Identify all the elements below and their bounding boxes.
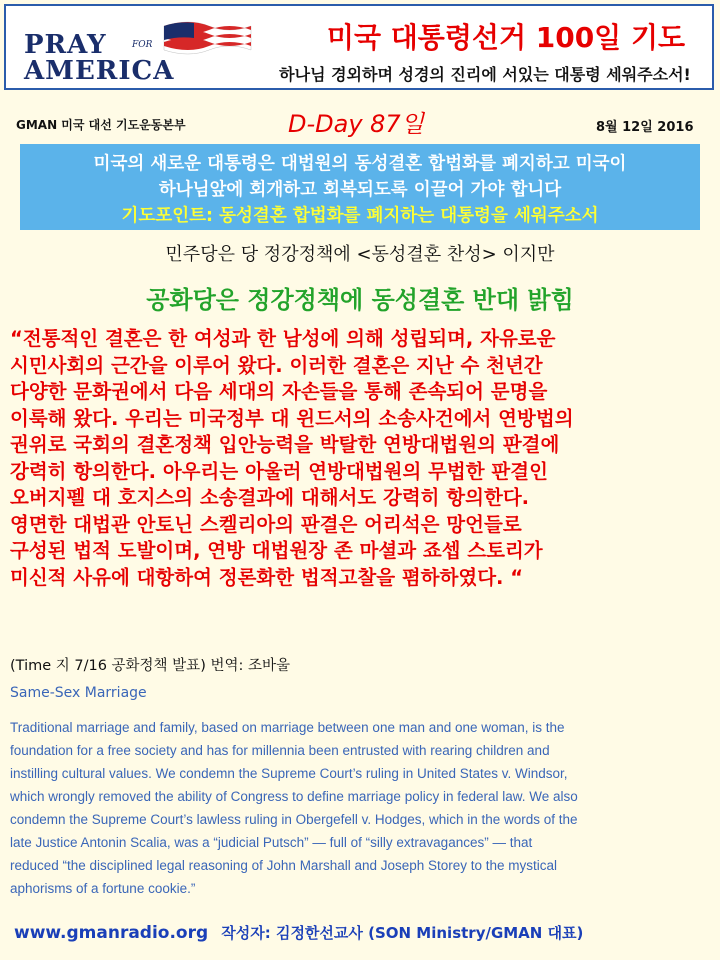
quote-line: 권위로 국회의 결혼정책 입안능력을 박탈한 연방대법원의 판결에: [10, 433, 560, 456]
english-line: instilling cultural values. We condemn the Supreme Court’s ruling in United States v. Windsor,: [10, 766, 568, 781]
logo-for-text: FOR: [132, 40, 153, 50]
logo-america-text: AMERICA: [24, 56, 175, 86]
quote-line: “전통적인 결혼은 한 여성과 한 남성에 의해 성립되며, 자유로운: [10, 327, 556, 350]
pray-for-america-logo: [14, 16, 254, 86]
header-banner: [4, 4, 714, 90]
main-heading: 공화당은 정강정책에 동성결혼 반대 밝힘: [146, 286, 574, 314]
quote-line: 이룩해 왔다. 우리는 미국정부 대 윈드서의 소송사건에서 연방법의: [10, 406, 574, 430]
quote-line: 시민사회의 근간을 이루어 왔다. 이러한 결혼은 지난 수 천년간: [10, 353, 543, 377]
quote-line: 영면한 대법관 안토닌 스켈리아의 판결은 어리석은 망언들로: [10, 512, 522, 536]
logo-pray-text: PRAY: [24, 30, 107, 60]
prayer-point: 기도포인트: 동성결혼 합법화를 폐지하는 대통령을 세워주소서: [121, 206, 599, 226]
english-line: reduced “the disciplined legal reasoning of John Marshall and Joseph Storey to the mystical: [10, 858, 558, 873]
flag-icon: [159, 18, 254, 58]
quote-line: 강력히 항의한다. 아우리는 아울러 연방대법원의 무법한 판결인: [10, 459, 548, 483]
dday-counter: D-Day 87일: [288, 110, 424, 138]
banner-line-1: 미국의 새로운 대통령은 대법원의 동성결혼 합법화를 폐지하고 미국이: [93, 154, 627, 174]
english-line: which wrongly removed the ability of Congress to define marriage policy in federal law. We also: [10, 789, 578, 804]
english-line: late Justice Antonin Scalia, was a “judicial Putsch” — full of “silly extravagances” — that: [10, 835, 533, 850]
english-title: Same-Sex Marriage: [10, 685, 147, 701]
korean-quote: [10, 326, 714, 591]
source-citation: (Time 지 7/16 공화정책 발표) 번역: 조바울: [10, 658, 290, 674]
org-name: GMAN 미국 대선 기도운동본부: [16, 118, 186, 132]
english-line: foundation for a free society and has for millennia been entrusted with rearing children and: [10, 743, 550, 758]
banner-line-2: 하나님앞에 회개하고 회복되도록 이끌어 가야 합니다: [158, 180, 562, 200]
quote-line: 미신적 사유에 대항하여 정론화한 법적고찰을 폄하하였다. “: [10, 565, 524, 589]
footer: [14, 922, 583, 943]
prayer-banner: [20, 144, 700, 230]
header-subtitle: 하나님 경외하며 성경의 진리에 서있는 대통령 세워주소서!: [279, 65, 691, 84]
english-line: aphorisms of a fortune cookie.”: [10, 881, 196, 896]
author-credit: 작성자: 김정한선교사 (SON Ministry/GMAN 대표): [221, 924, 584, 942]
quote-line: 오버지펠 대 호지스의 소송결과에 대해서도 강력히 항의한다.: [10, 486, 530, 509]
english-body: [10, 716, 710, 900]
header-title: 미국 대통령선거 100일 기도: [326, 21, 686, 54]
english-line: Traditional marriage and family, based on marriage between one man and one woman, is the: [10, 720, 565, 735]
sub-heading: 민주당은 당 정강정책에 <동성결혼 찬성> 이지만: [165, 244, 555, 265]
date-label: 8월 12일 2016: [596, 120, 694, 135]
quote-line: 다양한 문화권에서 다음 세대의 자손들을 통해 존속되어 문명을: [10, 380, 548, 403]
website-link[interactable]: www.gmanradio.org: [14, 923, 209, 943]
quote-line: 구성된 법적 도발이며, 연방 대법원장 존 마셜과 죠셉 스토리가: [10, 539, 543, 562]
english-line: condemn the Supreme Court’s lawless ruling in Obergefell v. Hodges, which in the words of the: [10, 812, 578, 827]
